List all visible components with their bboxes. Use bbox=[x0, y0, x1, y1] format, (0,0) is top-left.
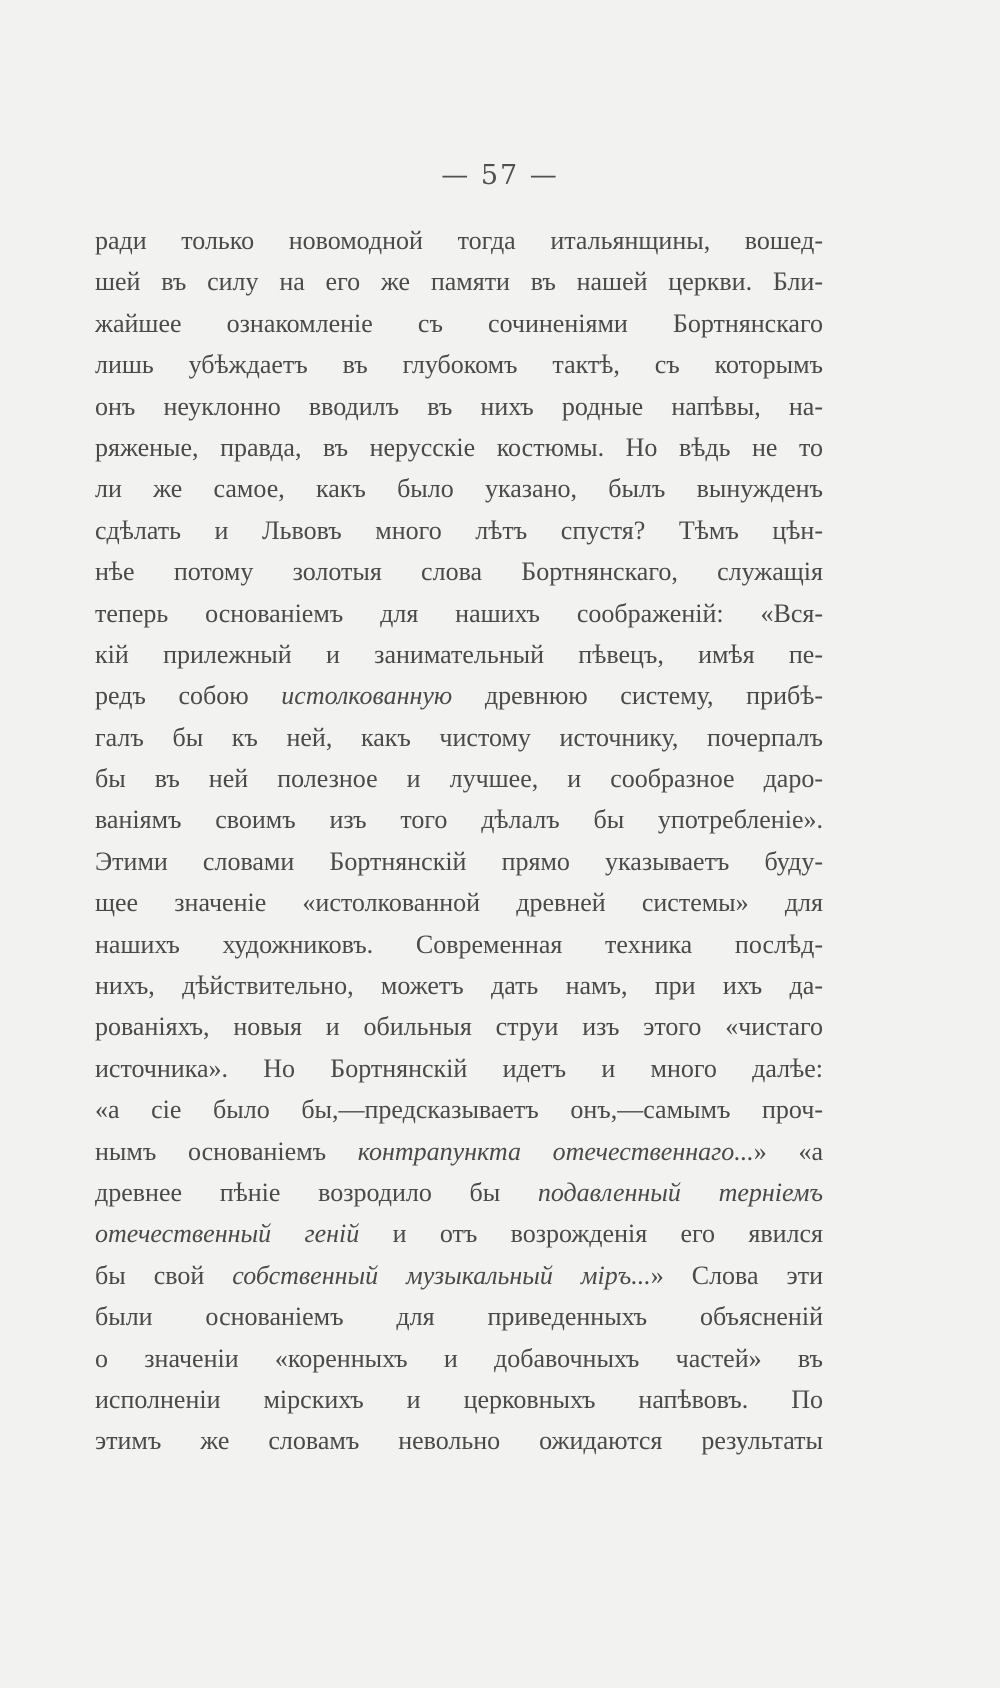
text-segment: ряженые, правда, въ нерусскіе костюмы. Но вѣдь не то bbox=[95, 432, 823, 462]
text-segment: нашихъ художниковъ. Современная техника послѣд- bbox=[95, 929, 823, 959]
text-line bbox=[95, 1296, 823, 1337]
text-line bbox=[95, 468, 823, 509]
text-segment: рованіяхъ, новыя и обильныя струи изъ этого «чистаго bbox=[95, 1012, 823, 1042]
text-line bbox=[95, 1006, 823, 1047]
text-line bbox=[95, 841, 823, 882]
text-line bbox=[95, 758, 823, 799]
text-line bbox=[95, 344, 823, 385]
text-line bbox=[95, 551, 823, 592]
text-segment: источника». Но Бортнянскій идетъ и много далѣе: bbox=[95, 1053, 823, 1083]
text-segment: нымъ основаніемъ bbox=[95, 1136, 358, 1166]
text-segment: «а сіе было бы,—предсказываетъ онъ,—самымъ проч- bbox=[95, 1095, 823, 1125]
text-segment: Этими словами Бортнянскій прямо указываетъ буду- bbox=[95, 846, 823, 876]
text-line bbox=[95, 593, 823, 634]
text-segment: древнее пѣніе возродило бы bbox=[95, 1177, 538, 1207]
text-segment: » Слова эти bbox=[650, 1260, 823, 1290]
italic-text-segment: собственный музыкальный міръ... bbox=[232, 1260, 651, 1290]
italic-text-segment: контрапункта отечественнаго... bbox=[357, 1136, 754, 1166]
text-segment: жайшее ознакомленіе съ сочиненіями Бортнянскаго bbox=[95, 308, 823, 338]
text-segment: этимъ же словамъ невольно ожидаются результаты bbox=[95, 1426, 823, 1456]
text-line bbox=[95, 220, 823, 261]
text-line bbox=[95, 799, 823, 840]
text-line bbox=[95, 1131, 823, 1172]
text-line bbox=[95, 1172, 823, 1213]
text-line bbox=[95, 261, 823, 302]
text-segment: ли же самое, какъ было указано, былъ вынужденъ bbox=[95, 474, 823, 504]
text-line bbox=[95, 1379, 823, 1420]
text-line bbox=[95, 924, 823, 965]
text-segment: ваніямъ своимъ изъ того дѣлалъ бы употребленіе». bbox=[95, 805, 823, 835]
text-segment: о значеніи «коренныхъ и добавочныхъ частей» въ bbox=[95, 1343, 823, 1373]
text-line bbox=[95, 1420, 823, 1461]
italic-text-segment: подавленный терніемъ bbox=[537, 1177, 823, 1207]
text-segment: галъ бы къ ней, какъ чистому источнику, почерпалъ bbox=[95, 722, 823, 752]
text-segment: древнюю систему, прибѣ- bbox=[452, 681, 823, 711]
text-line bbox=[95, 634, 823, 675]
text-line bbox=[95, 882, 823, 923]
text-line bbox=[95, 1338, 823, 1379]
text-segment: » «а bbox=[753, 1136, 824, 1166]
italic-text-segment: отечественный геній bbox=[95, 1219, 360, 1249]
text-line bbox=[95, 1089, 823, 1130]
italic-text-segment: истолкованную bbox=[281, 681, 453, 711]
text-segment: редъ собою bbox=[95, 681, 282, 711]
text-line bbox=[95, 717, 823, 758]
text-segment: нихъ, дѣйствительно, можетъ дать намъ, при ихъ да- bbox=[95, 971, 823, 1001]
text-line bbox=[95, 1048, 823, 1089]
text-line bbox=[95, 1213, 823, 1254]
text-segment: бы въ ней полезное и лучшее, и сообразное даро- bbox=[95, 764, 823, 794]
text-line bbox=[95, 303, 823, 344]
body-text bbox=[95, 220, 823, 1462]
text-segment: бы свой bbox=[95, 1260, 233, 1290]
text-line bbox=[95, 1255, 823, 1296]
text-segment: нѣе потому золотыя слова Бортнянскаго, служащія bbox=[95, 557, 823, 587]
text-segment: сдѣлать и Львовъ много лѣтъ спустя? Тѣмъ цѣн- bbox=[95, 515, 823, 545]
text-line bbox=[95, 965, 823, 1006]
page-number: — 57 — bbox=[441, 160, 559, 191]
text-segment: были основаніемъ для приведенныхъ объясненій bbox=[95, 1302, 823, 1332]
text-line bbox=[95, 675, 823, 716]
text-segment: лишь убѣждаетъ въ глубокомъ тактѣ, съ которымъ bbox=[95, 350, 823, 380]
text-line bbox=[95, 510, 823, 551]
text-segment: теперь основаніемъ для нашихъ соображеній: «Вся- bbox=[95, 598, 823, 628]
text-segment: щее значеніе «истолкованной древней системы» для bbox=[95, 888, 823, 918]
text-segment: шей въ силу на его же памяти въ нашей церкви. Бли- bbox=[95, 267, 823, 297]
text-segment: онъ неуклонно вводилъ въ нихъ родные напѣвы, на- bbox=[95, 391, 823, 421]
text-segment: ради только новомодной тогда итальянщины, вошед- bbox=[95, 226, 823, 255]
text-segment: кій прилежный и занимательный пѣвецъ, имѣя пе- bbox=[95, 639, 823, 669]
text-segment: и отъ возрожденія его явился bbox=[359, 1219, 824, 1249]
text-segment: исполненіи мірскихъ и церковныхъ напѣвовъ. По bbox=[95, 1384, 823, 1414]
text-line bbox=[95, 386, 823, 427]
text-line bbox=[95, 427, 823, 468]
